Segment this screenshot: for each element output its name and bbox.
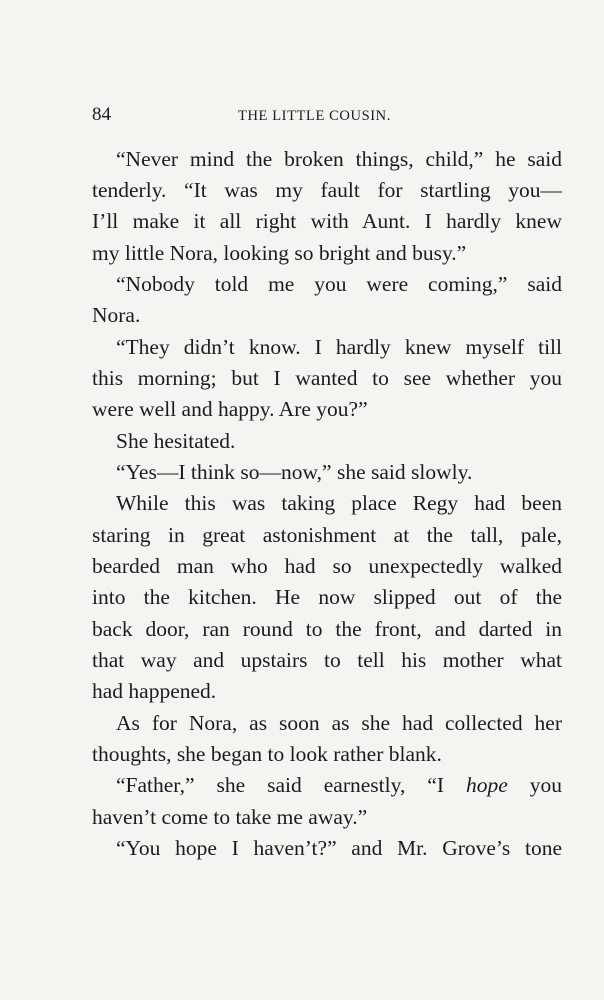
text-line: were well and happy. Are you?” (92, 397, 368, 421)
text-line: Nora. (92, 303, 141, 327)
text-line: “You hope I haven’t?” and Mr. Grove’s tone (116, 836, 562, 860)
text-line: “They didn’t know. I hardly knew myself till (116, 335, 562, 359)
text-line: thoughts, she began to look rather blank. (92, 742, 442, 766)
text-line: She hesitated. (116, 429, 236, 453)
text-line: haven’t come to take me away.” (92, 805, 368, 829)
text-line: this morning; but I wanted to see whether you (92, 366, 562, 390)
text-segment: “Father,” she said earnestly, “I (116, 773, 466, 797)
text-line: back door, ran round to the front, and darted in (92, 617, 562, 641)
text-line: tenderly. “It was my fault for startling you— (92, 178, 562, 202)
text-line: As for Nora, as soon as she had collected her (116, 711, 562, 735)
page-number: 84 (92, 104, 111, 125)
page-header (92, 104, 562, 128)
text-line: had happened. (92, 679, 217, 703)
text-segment: you (507, 773, 563, 797)
text-line: “Nobody told me you were coming,” said (116, 272, 562, 296)
text-line: “Never mind the broken things, child,” he said (116, 147, 562, 171)
text-line: bearded man who had so unexpectedly walked (92, 554, 562, 578)
text-line: staring in great astonishment at the tall, pale, (92, 523, 562, 547)
running-head: THE LITTLE COUSIN. (238, 108, 391, 124)
text-line (92, 770, 562, 800)
text-line: into the kitchen. He now slipped out of the (92, 585, 562, 609)
text-line: my little Nora, looking so bright and busy.” (92, 241, 467, 265)
text-line: I’ll make it all right with Aunt. I hardly knew (92, 209, 562, 233)
text-line: that way and upstairs to tell his mother what (92, 648, 562, 672)
text-line: While this was taking place Regy had been (116, 491, 562, 515)
text-line: “Yes—I think so—now,” she said slowly. (116, 460, 473, 484)
emphasized-word: hope (465, 773, 508, 797)
